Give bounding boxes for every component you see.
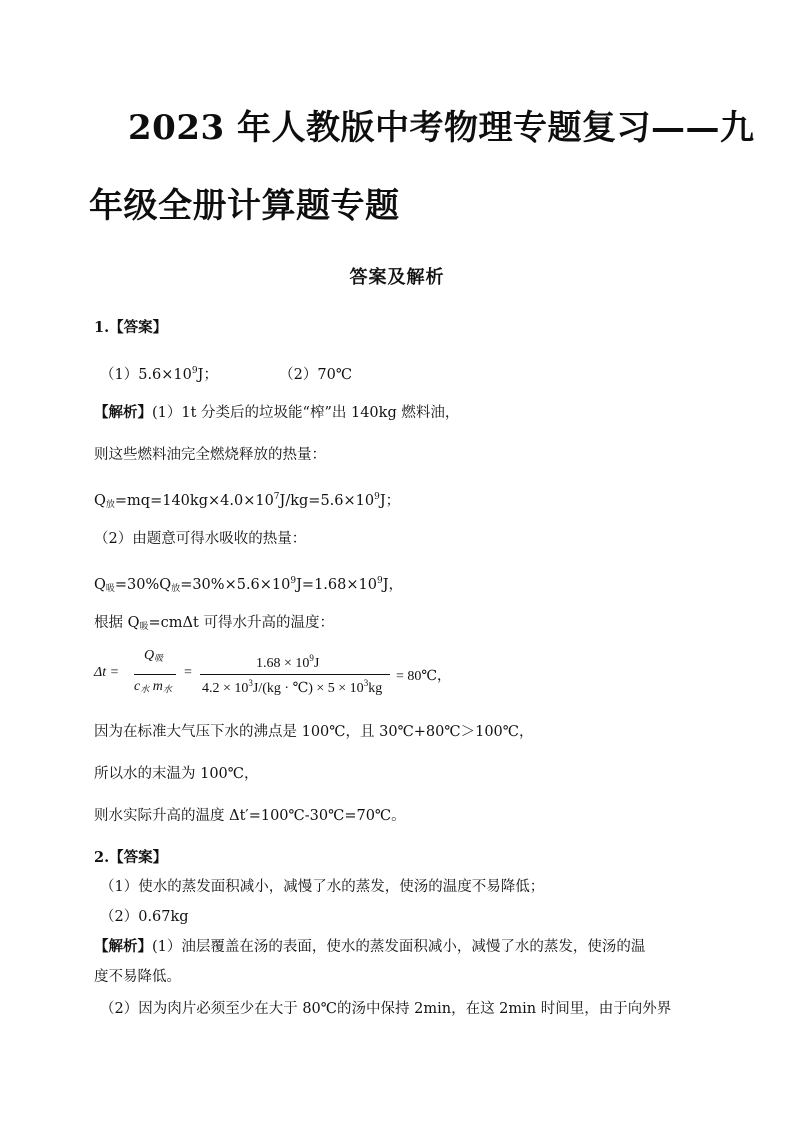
formula-den2-unit: kg xyxy=(368,681,383,696)
eq3-b: =cmΔt 可得水升高的温度： xyxy=(148,615,334,631)
q1-answer-part1-exp: 9 xyxy=(191,366,198,376)
q2-analysis-line1 xyxy=(94,937,645,957)
eq2-mid3: J=1.68×10 xyxy=(296,577,377,593)
eq2-exp1: 9 xyxy=(290,576,297,586)
eq1-q: Q xyxy=(94,493,106,509)
formula-eq: = xyxy=(184,665,192,680)
eq3-sub: 吸 xyxy=(139,622,149,632)
eq2-end: J， xyxy=(382,577,404,593)
q1-analysis-line1 xyxy=(94,403,459,423)
formula-den1-c-sub: 水 xyxy=(140,684,150,694)
formula-den1-m: m xyxy=(152,679,163,694)
formula-den1-m-sub: 水 xyxy=(162,684,172,694)
q1-heading: 1.【答案】 xyxy=(94,319,168,336)
formula-frac-bar-1 xyxy=(134,674,176,675)
eq2-sub1: 吸 xyxy=(105,584,115,594)
temperature-rise-formula xyxy=(94,645,454,701)
formula-den1 xyxy=(134,679,172,695)
section-subtitle: 答案及解析 xyxy=(349,267,445,288)
q1-equation-heat-released xyxy=(94,487,400,515)
q2-analysis-line1b: 度不易降低。 xyxy=(94,969,181,985)
q1-answer-part2: （2）70℃ xyxy=(279,367,353,383)
formula-lhs: Δt = xyxy=(94,665,120,680)
formula-num2 xyxy=(256,653,319,672)
q1-line-actual: 则水实际升高的温度 Δt′=100℃-30℃=70℃。 xyxy=(94,808,406,824)
q2-analysis-label: 【解析】 xyxy=(94,938,152,955)
title-line-1: 2023 年人教版中考物理专题复习——九 xyxy=(128,108,755,148)
formula-den2-val: 4.2 × 10 xyxy=(202,681,249,696)
q1-analysis-line3: （2）由题意可得水吸收的热量： xyxy=(94,531,307,547)
eq2-sub2: 放 xyxy=(171,584,181,594)
q1-analysis-label: 【解析】 xyxy=(94,404,152,421)
eq2-mid2: =30%×5.6×10 xyxy=(180,577,291,593)
title-line-2: 年级全册计算题专题 xyxy=(89,186,400,226)
eq1-exp2: 9 xyxy=(374,492,380,502)
formula-num1-q: Q xyxy=(144,648,155,663)
q1-answer-part1-unit: J； xyxy=(197,367,218,383)
q1-equation-heat-absorbed xyxy=(94,571,403,599)
q2-answer2: （2）0.67kg xyxy=(100,909,189,925)
eq2-q: Q xyxy=(94,577,106,593)
q1-equation-according xyxy=(94,613,334,637)
q1-analysis-text1: (1）1t 分类后的垃圾能“榨”出 140kg 燃料油， xyxy=(152,405,460,421)
formula-num2-exp: 9 xyxy=(309,653,314,663)
eq2-exp2: 9 xyxy=(376,576,383,586)
eq2-mid: =30%Q xyxy=(114,577,172,593)
formula-den2-exp: 3 xyxy=(248,678,253,688)
formula-num2-unit: J xyxy=(313,656,320,671)
q1-line-final-temp: 所以水的末温为 100℃， xyxy=(94,766,259,782)
formula-num2-val: 1.68 × 10 xyxy=(256,656,310,671)
eq1-mid2: J/kg=5.6×10 xyxy=(279,493,375,509)
q1-analysis-line2: 则这些燃料油完全燃烧释放的热量： xyxy=(94,447,326,463)
q1-answer-part1: （1）5.6×10 xyxy=(100,367,192,383)
formula-num1 xyxy=(144,648,163,664)
q2-answer1: （1）使水的蒸发面积减小，减慢了水的蒸发，使汤的温度不易降低； xyxy=(100,879,545,895)
formula-den2-mid: J/(kg · ℃) × 5 × 10 xyxy=(252,681,364,696)
formula-den2 xyxy=(202,678,382,697)
eq3-a: 根据 Q xyxy=(94,615,140,631)
q2-analysis-line2: （2）因为肉片必须至少在大于 80℃的汤中保持 2min，在这 2min 时间里，由于向外界 xyxy=(100,1001,672,1017)
eq1-sub: 放 xyxy=(105,500,115,510)
q2-analysis-text1: (1）油层覆盖在汤的表面，使水的蒸发面积减小，减慢了水的蒸发，使汤的温 xyxy=(152,939,646,955)
eq1-mid: =mq=140kg×4.0×10 xyxy=(114,493,274,509)
formula-result: = 80℃， xyxy=(396,669,452,684)
formula-num1-sub: 吸 xyxy=(154,653,164,663)
q1-answer-line xyxy=(100,361,352,385)
formula-den1-c: c xyxy=(134,679,141,694)
eq1-exp1: 7 xyxy=(273,492,280,502)
eq1-end: J； xyxy=(379,493,401,509)
formula-den2-exp2: 3 xyxy=(363,678,369,688)
q1-line-boiling: 因为在标准大气压下水的沸点是 100℃，且 30℃+80℃＞100℃， xyxy=(94,724,534,740)
q2-heading: 2.【答案】 xyxy=(94,849,168,866)
formula-frac-bar-2 xyxy=(200,674,390,675)
